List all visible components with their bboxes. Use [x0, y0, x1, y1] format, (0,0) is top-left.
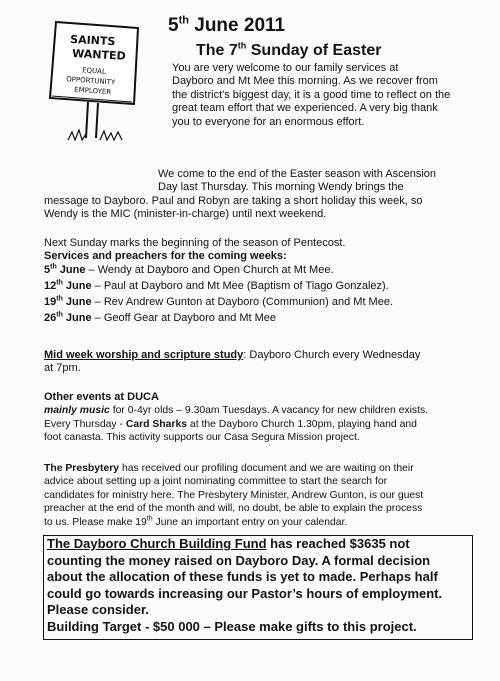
sunday-suffix: th	[237, 40, 247, 51]
sign-line-employer: EMPLOYER	[73, 85, 112, 97]
sunday-rest: Sunday of Easter	[246, 42, 382, 59]
easter-line: Day last Thursday. This morning Wendy brings the	[158, 181, 404, 194]
welcome-line: you to everyone for an enormous effort.	[172, 115, 365, 128]
building-fund-text: The Dayboro Church Building Fund has reached $3635 not counting the money raised on Dayboro Day. A formal decision about the allocation of these funds is yet to made. Perhaps half could go towards increasing our Pastor’s hours of employment. Please consider.	[47, 536, 443, 617]
easter-paragraph	[44, 168, 484, 222]
welcome-line: the district's biggest day, it is a good time to reflect on the	[172, 88, 451, 101]
easter-line: We come to the end of the Easter season with Ascension	[158, 168, 437, 180]
pentecost-section	[44, 237, 484, 264]
building-target-line: Building Target - $50 000 – Please make gifts to this project.	[47, 619, 417, 634]
other-events-section	[44, 391, 484, 445]
welcome-paragraph	[172, 62, 482, 129]
midweek-heading: Mid week worship and scripture study	[44, 349, 244, 361]
service-item: 12th June – Paul at Dayboro and Mt Mee (Baptism of Tiago Gonzalez).	[44, 279, 389, 292]
services-list	[44, 264, 484, 325]
saints-wanted-sign-illustration	[42, 16, 152, 144]
sign-line-equal: EQUAL	[81, 66, 107, 76]
services-heading-text: Services and preachers for the coming weeks	[44, 250, 284, 263]
welcome-line: Dayboro and Mt Mee this morning. As we recover from	[172, 75, 438, 88]
welcome-line: great team effort that we experienced. A very big thank	[172, 102, 438, 115]
sign-line-saints: SAINTS	[69, 32, 116, 49]
midweek-line: at 7pm.	[44, 362, 81, 375]
bulletin-date	[168, 14, 285, 38]
midweek-line: Mid week worship and scripture study: Dayboro Church every Wednesday	[44, 349, 421, 361]
date-rest: June 2011	[188, 15, 286, 36]
services-heading-colon: :	[283, 250, 287, 263]
easter-line: message to Dayboro. Paul and Robyn are taking a short holiday this week, so	[44, 194, 423, 207]
sunday-title	[196, 41, 381, 61]
sunday-pre: The 7	[196, 42, 238, 59]
service-item: 5th June – Wendy at Dayboro and Open Church at Mt Mee.	[44, 263, 334, 276]
service-item: 26th June – Geoff Gear at Dayboro and Mt Mee	[44, 311, 277, 324]
service-item: 19th June – Rev Andrew Gunton at Dayboro (Communion) and Mt Mee.	[44, 295, 394, 308]
date-day: 5	[168, 15, 179, 36]
easter-line: Wendy is the MIC (minister-in-charge) until next weekend.	[44, 208, 327, 221]
presbytery-label: The Presbytery	[44, 463, 120, 474]
canasta-line: foot canasta. This activity supports our Casa Segura Mission project.	[44, 432, 360, 444]
midweek-section	[44, 349, 484, 376]
presbytery-section: The Presbytery has received our profiling document and we are waiting on their advice about setting up a joint nominating committee to start the search for candidates for ministry here. The Presbytery Minister, Andrew Gunton, is our guest preacher at the end of the month and will, no doubt, be able to explain the process to us. Please make 19th June an important entry on your calendar.	[44, 463, 424, 528]
other-events-heading: Other events at DUCA	[44, 391, 159, 403]
date-suffix: th	[178, 14, 189, 27]
sign-line-opportunity: OPPORTUNITY	[65, 75, 116, 87]
pentecost-line: Next Sunday marks the beginning of the season of Pentecost.	[44, 237, 346, 249]
building-fund-title: The Dayboro Church Building Fund	[47, 536, 267, 551]
services-heading	[44, 250, 484, 263]
thursday-line: Every Thursday - Card Sharks at the Dayboro Church 1.30pm, playing hand and	[44, 418, 417, 430]
welcome-line: You are very welcome to our family services at	[172, 62, 399, 74]
sign-line-wanted: WANTED	[71, 46, 126, 63]
mainly-music-line: mainly music for 0-4yr olds – 9.30am Tuesdays. A vacancy for new children exists.	[44, 405, 429, 417]
